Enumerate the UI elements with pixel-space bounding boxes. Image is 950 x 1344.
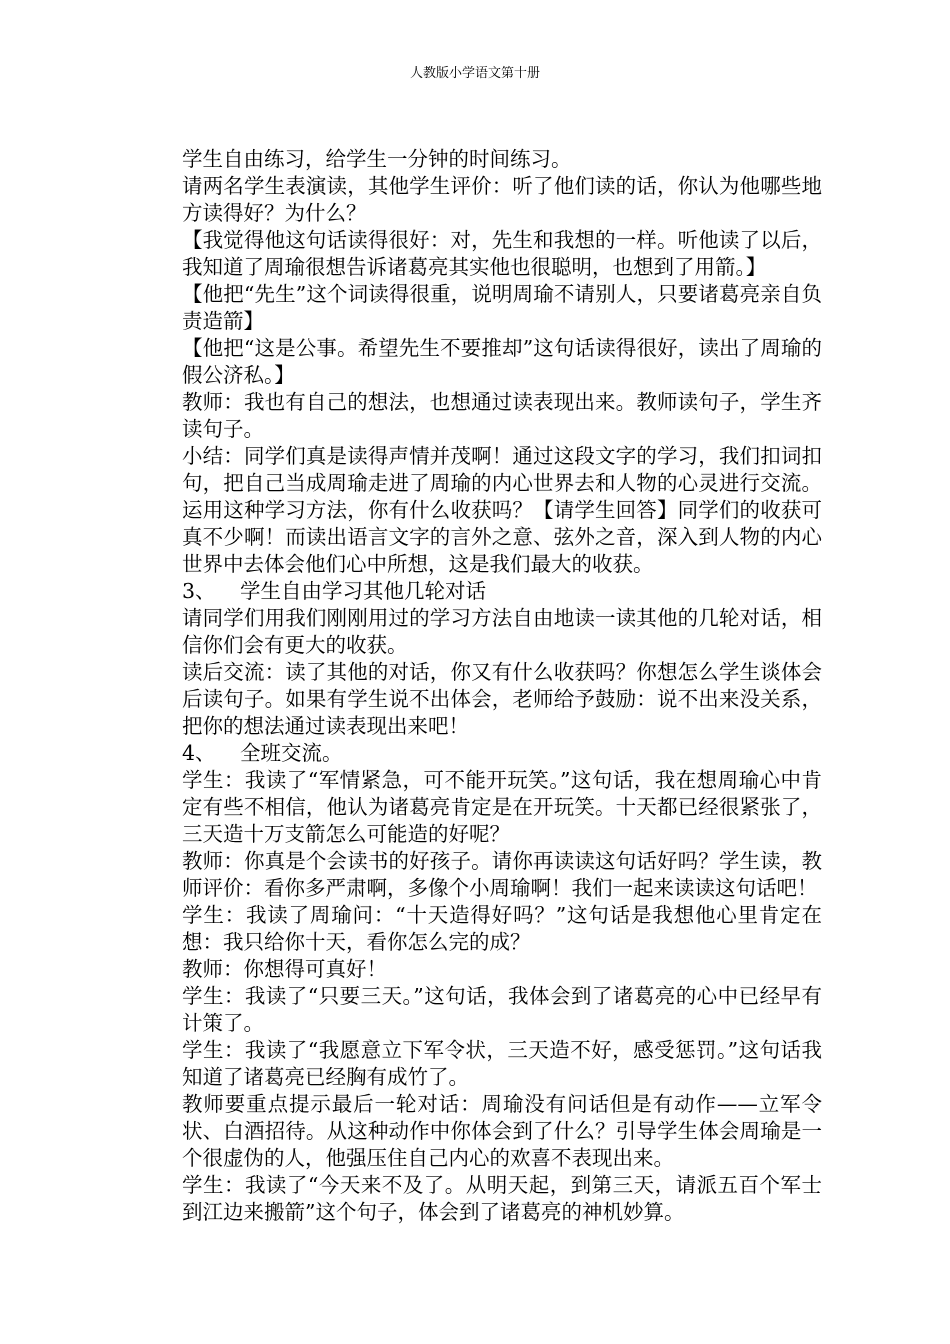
paragraph: 小结：同学们真是读得声情并茂啊！通过这段文字的学习，我们扣词扣句，把自己当成周瑜走进了周瑜的内心世界去和人物的心灵进行交流。运用这种学习方法，你有什么收获吗？【请学生回答】同学们的收获可真不少啊！而读出语言文字的言外之意、弦外之音，深入到人物的内心世界中去体会他们心中所想，这是我们最大的收获。 xyxy=(182,444,822,576)
section-number: 3、 xyxy=(182,579,216,603)
section-title: 全班交流。 xyxy=(240,741,343,765)
paragraph: 教师：我也有自己的想法，也想通过读表现出来。教师读句子，学生齐读句子。 xyxy=(182,390,822,441)
page-header: 人教版小学语文第十册 xyxy=(409,66,540,81)
section-number: 4、 xyxy=(182,741,216,765)
paragraph: 教师：你想得可真好！ xyxy=(182,957,387,981)
paragraph: 学生：我读了周瑜问：“十天造得好吗？”这句话是我想他心里肯定在想：我只给你十天，看你怎么完的成？ xyxy=(182,903,822,954)
section-heading xyxy=(182,740,822,767)
paragraph: 教师：你真是个会读书的好孩子。请你再读读这句话好吗？学生读，教师评价：看你多严肃啊，多像个小周瑜啊！我们一起来读读这句话吧！ xyxy=(182,849,822,900)
paragraph: 学生：我读了“今天来不及了。从明天起，到第三天，请派五百个军士到江边来搬箭”这个句子，体会到了诸葛亮的神机妙算。 xyxy=(182,1173,822,1224)
paragraph: 【他把“先生”这个词读得很重，说明周瑜不请别人，只要诸葛亮亲自负责造箭】 xyxy=(182,282,822,333)
section-heading xyxy=(182,578,822,605)
paragraph: 学生：我读了“只要三天。”这句话，我体会到了诸葛亮的心中已经早有计策了。 xyxy=(182,984,822,1035)
paragraph: 请同学们用我们刚刚用过的学习方法自由地读一读其他的几轮对话，相信你们会有更大的收获。 xyxy=(182,606,822,657)
document-body xyxy=(182,146,822,1226)
paragraph: 读后交流：读了其他的对话，你又有什么收获吗？你想怎么学生谈体会后读句子。如果有学生说不出体会，老师给予鼓励：说不出来没关系，把你的想法通过读表现出来吧！ xyxy=(182,660,822,738)
paragraph: 【我觉得他这句话读得很好：对，先生和我想的一样。听他读了以后，我知道了周瑜很想告诉诸葛亮其实他也很聪明，也想到了用箭。】 xyxy=(182,228,822,279)
paragraph: 学生：我读了“我愿意立下军令状，三天造不好，感受惩罚。”这句话我知道了诸葛亮已经胸有成竹了。 xyxy=(182,1038,822,1089)
paragraph: 学生自由练习，给学生一分钟的时间练习。 xyxy=(182,147,572,171)
paragraph: 请两名学生表演读，其他学生评价：听了他们读的话，你认为他哪些地方读得好？为什么？ xyxy=(182,174,822,225)
paragraph: 【他把“这是公事。希望先生不要推却”这句话读得很好，读出了周瑜的假公济私。】 xyxy=(182,336,822,387)
section-title: 学生自由学习其他几轮对话 xyxy=(240,579,486,603)
paragraph: 学生：我读了“军情紧急，可不能开玩笑。”这句话，我在想周瑜心中肯定有些不相信，他认为诸葛亮肯定是在开玩笑。十天都已经很紧张了，三天造十万支箭怎么可能造的好呢？ xyxy=(182,768,822,846)
paragraph: 教师要重点提示最后一轮对话：周瑜没有问话但是有动作——立军令状、白酒招待。从这种动作中你体会到了什么？引导学生体会周瑜是一个很虚伪的人，他强压住自己内心的欢喜不表现出来。 xyxy=(182,1092,822,1170)
